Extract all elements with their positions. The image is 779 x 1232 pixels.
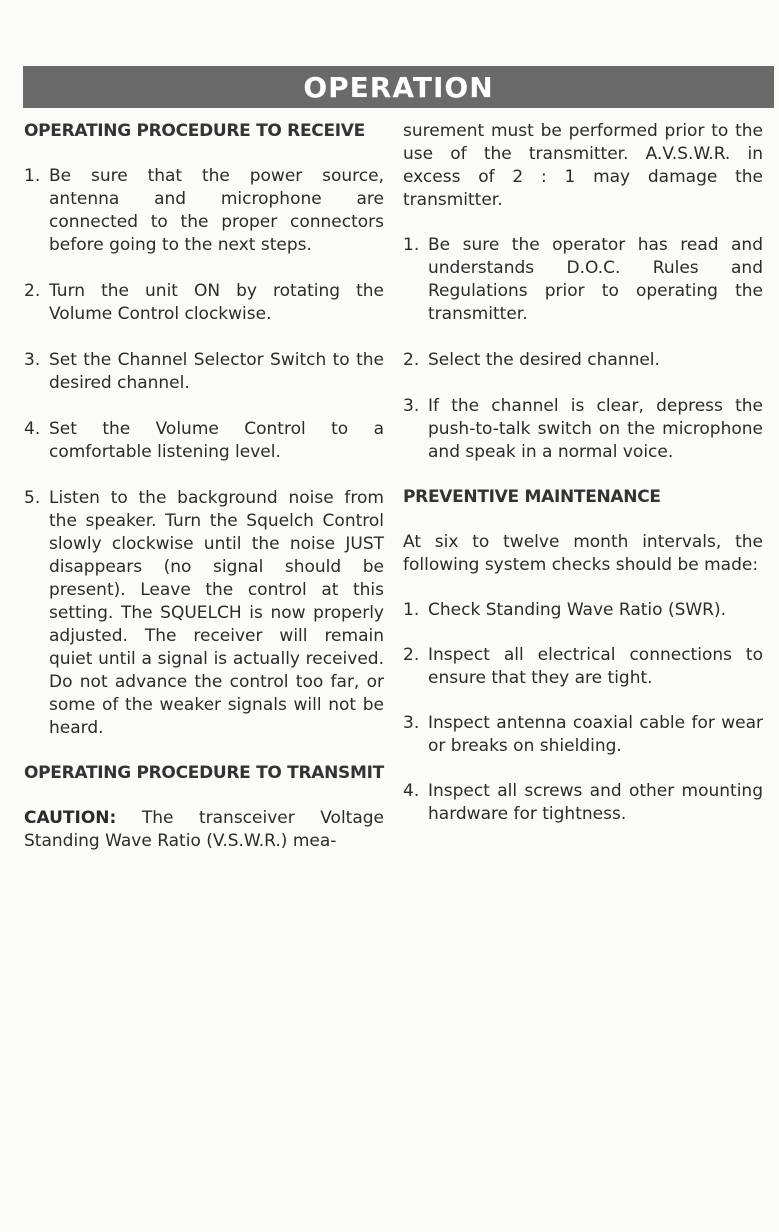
step-text: Check Standing Wave Ratio (SWR). xyxy=(428,600,727,620)
section-title: OPERATION xyxy=(303,70,494,104)
list-item xyxy=(24,280,384,326)
step-text: Turn the unit ON by rotating the Volume Control clockwise. xyxy=(49,281,384,324)
step-text: Be sure that the power source, antenna and microphone are connected to the proper connectors before going to the next steps. xyxy=(49,166,384,255)
step-number: 1. xyxy=(403,235,420,255)
step-number: 2. xyxy=(24,281,41,301)
step-text: Inspect antenna coaxial cable for wear or breaks on shielding. xyxy=(428,713,763,756)
step-text: Set the Channel Selector Switch to the desired channel. xyxy=(49,350,384,393)
caution-continued: surement must be performed prior to the use of the transmitter. A.V.S.W.R. in excess of 2 : 1 may damage the transmitter. xyxy=(403,121,763,210)
list-item xyxy=(403,349,763,372)
step-text: Inspect all electrical connections to ensure that they are tight. xyxy=(428,645,763,688)
step-number: 5. xyxy=(24,488,41,508)
step-number: 3. xyxy=(403,713,420,733)
maintenance-steps-list xyxy=(403,599,763,826)
step-number: 4. xyxy=(24,419,41,439)
step-text: Listen to the background noise from the speaker. Turn the Squelch Control slowly clockwise until the noise JUST disappears (no signal should be present). Leave the control at this setting. The SQUELCH is now properly adjusted. The receiver will remain quiet until a signal is actually received. Do not advance the control too far, or some of the weaker signals will not be heard. xyxy=(49,488,384,738)
transmit-steps-list xyxy=(403,234,763,464)
list-item xyxy=(403,644,763,690)
step-number: 2. xyxy=(403,645,420,665)
receive-heading: OPERATING PROCEDURE TO RECEIVE xyxy=(24,121,365,141)
step-text: If the channel is clear, depress the push-to-talk switch on the microphone and speak in a normal voice. xyxy=(428,396,763,462)
list-item xyxy=(403,599,763,622)
step-number: 2. xyxy=(403,350,420,370)
section-banner xyxy=(23,66,774,108)
list-item xyxy=(403,780,763,826)
list-item xyxy=(24,418,384,464)
list-item xyxy=(24,165,384,257)
list-item xyxy=(403,234,763,326)
caution-paragraph xyxy=(24,807,384,853)
receive-steps-list xyxy=(24,165,384,740)
step-text: Set the Volume Control to a comfortable listening level. xyxy=(49,419,384,462)
maintenance-heading: PREVENTIVE MAINTENANCE xyxy=(403,487,661,507)
left-column xyxy=(24,120,384,853)
right-column xyxy=(403,120,763,826)
maintenance-intro: At six to twelve month intervals, the following system checks should be made: xyxy=(403,532,763,575)
list-item xyxy=(403,712,763,758)
step-text: Be sure the operator has read and understands D.O.C. Rules and Regulations prior to operating the transmitter. xyxy=(428,235,763,324)
list-item xyxy=(403,395,763,464)
step-text: Select the desired channel. xyxy=(428,350,660,370)
caution-label: CAUTION: xyxy=(24,808,117,828)
step-number: 4. xyxy=(403,781,420,801)
step-text: Inspect all screws and other mounting hardware for tightness. xyxy=(428,781,763,824)
step-number: 1. xyxy=(403,600,420,620)
caution-text: The transceiver Voltage Standing Wave Ratio (V.S.W.R.) mea- xyxy=(24,808,384,851)
list-item xyxy=(24,487,384,740)
transmit-heading: OPERATING PROCEDURE TO TRANSMIT xyxy=(24,763,384,783)
list-item xyxy=(24,349,384,395)
step-number: 3. xyxy=(24,350,41,370)
step-number: 3. xyxy=(403,396,420,416)
step-number: 1. xyxy=(24,166,41,186)
